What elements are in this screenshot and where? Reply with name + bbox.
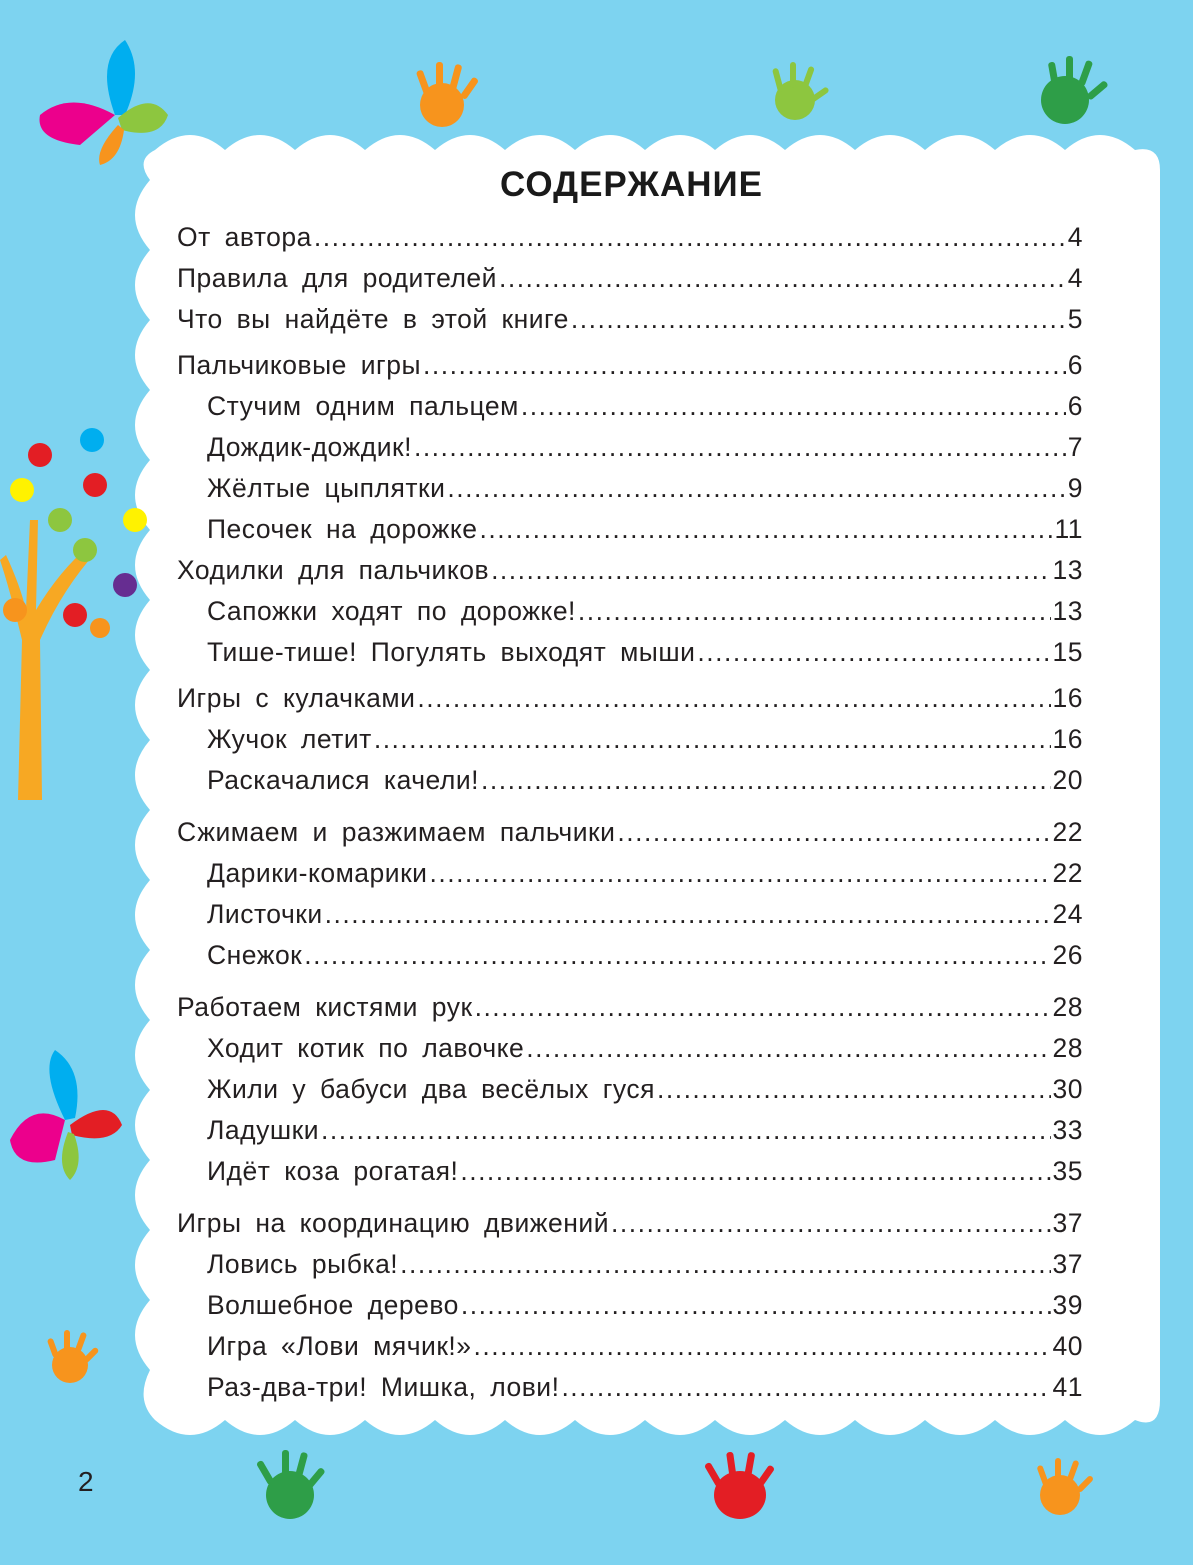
toc-entry-page: 30 [1052, 1074, 1083, 1104]
toc-entry-page: 20 [1052, 765, 1083, 795]
toc-entry-page: 11 [1054, 514, 1083, 544]
toc-entry-page: 16 [1052, 683, 1083, 713]
toc-entry-page: 15 [1052, 637, 1083, 667]
toc-dot-leader [561, 1372, 1050, 1403]
toc-entry-title: Жили у бабуси два весёлых гуся [207, 1074, 655, 1104]
toc-dot-leader [460, 1156, 1050, 1187]
toc-entry-page: 26 [1052, 940, 1083, 970]
toc-entry [177, 683, 1083, 724]
toc-dot-leader [481, 765, 1051, 796]
toc-dot-leader [374, 724, 1051, 755]
toc-entry-page: 16 [1052, 724, 1083, 754]
toc-entry-title: От автора [177, 222, 312, 252]
table-of-contents [177, 222, 1083, 1413]
toc-entry [177, 263, 1083, 304]
toc-dot-leader [474, 1331, 1051, 1362]
toc-entry-title: Ходит котик по лавочке [207, 1033, 525, 1063]
toc-dot-leader [414, 432, 1066, 463]
toc-entry [177, 765, 1083, 806]
toc-entry [177, 473, 1083, 514]
toc-entry-title: Жёлтые цыплятки [207, 473, 446, 503]
toc-dot-leader [400, 1249, 1050, 1280]
toc-entry [177, 304, 1083, 345]
toc-entry-title: Работаем кистями рук [177, 992, 473, 1022]
toc-entry [177, 1208, 1083, 1249]
toc-entry [177, 1115, 1083, 1156]
toc-entry-title: Ловись рыбка! [207, 1249, 399, 1279]
toc-entry-page: 35 [1052, 1156, 1083, 1186]
toc-entry-page: 24 [1052, 899, 1083, 929]
toc-entry [177, 1249, 1083, 1290]
toc-entry-page: 22 [1052, 858, 1083, 888]
toc-dot-leader [571, 304, 1066, 335]
toc-entry-page: 4 [1067, 263, 1083, 293]
toc-entry-title: Сжимаем и разжимаем пальчики [177, 817, 616, 847]
toc-entry-title: Игра «Лови мячик!» [207, 1331, 472, 1361]
toc-entry [177, 817, 1083, 858]
toc-entry [177, 555, 1083, 596]
toc-entry [177, 1331, 1083, 1372]
toc-entry-page: 13 [1052, 596, 1083, 626]
toc-entry-page: 6 [1067, 391, 1083, 421]
toc-entry [177, 391, 1083, 432]
toc-entry-page: 13 [1052, 555, 1083, 585]
toc-entry-title: Сапожки ходят по дорожке! [207, 596, 576, 626]
toc-entry [177, 940, 1083, 981]
toc-entry [177, 1074, 1083, 1115]
toc-entry-title: Раз-два-три! Мишка, лови! [207, 1372, 560, 1402]
toc-entry-title: Игры с кулачками [177, 683, 416, 713]
toc-dot-leader [417, 683, 1050, 714]
toc-entry-title: Снежок [207, 940, 303, 970]
toc-dot-leader [475, 992, 1051, 1023]
toc-entry-page: 5 [1067, 304, 1083, 334]
toc-dot-leader [321, 1115, 1051, 1146]
toc-entry-page: 39 [1052, 1290, 1083, 1320]
page-title: СОДЕРЖАНИЕ [499, 165, 763, 204]
toc-dot-leader [499, 263, 1066, 294]
toc-entry-page: 37 [1052, 1249, 1083, 1279]
toc-entry-title: Песочек на дорожке [207, 514, 478, 544]
toc-entry-page: 6 [1067, 350, 1083, 380]
toc-dot-leader [697, 637, 1050, 668]
toc-entry [177, 350, 1083, 391]
toc-entry [177, 637, 1083, 678]
toc-entry-page: 28 [1052, 992, 1083, 1022]
toc-entry-page: 22 [1052, 817, 1083, 847]
toc-dot-leader [461, 1290, 1051, 1321]
toc-entry [177, 1156, 1083, 1197]
toc-entry [177, 1290, 1083, 1331]
toc-entry-title: Пальчиковые игры [177, 350, 421, 380]
toc-dot-leader [429, 858, 1050, 889]
toc-entry-title: Волшебное дерево [207, 1290, 459, 1320]
toc-entry-page: 37 [1052, 1208, 1083, 1238]
toc-entry [177, 596, 1083, 637]
toc-entry-title: Что вы найдёте в этой книге [177, 304, 569, 334]
toc-entry-title: Правила для родителей [177, 263, 497, 293]
toc-entry-title: Дождик-дождик! [207, 432, 412, 462]
toc-entry-title: Дарики-комарики [207, 858, 428, 888]
toc-entry-page: 4 [1067, 222, 1083, 252]
toc-dot-leader [526, 1033, 1050, 1064]
toc-dot-leader [325, 899, 1051, 930]
toc-entry-title: Раскачалися качели! [207, 765, 480, 795]
toc-entry [177, 858, 1083, 899]
toc-dot-leader [447, 473, 1065, 504]
toc-entry [177, 514, 1083, 550]
toc-entry-page: 9 [1067, 473, 1083, 503]
toc-dot-leader [521, 391, 1066, 422]
toc-entry-title: Игры на координацию движений [177, 1208, 609, 1238]
toc-entry [177, 724, 1083, 765]
toc-entry [177, 1033, 1083, 1074]
toc-entry [177, 432, 1083, 473]
toc-entry-title: Тише-тише! Погулять выходят мыши [207, 637, 696, 667]
toc-entry-title: Жучок летит [207, 724, 372, 754]
toc-dot-leader [304, 940, 1050, 971]
page-number: 2 [78, 1466, 94, 1497]
toc-dot-leader [423, 350, 1066, 381]
toc-entry-page: 33 [1052, 1115, 1083, 1145]
toc-entry-page: 41 [1052, 1372, 1083, 1402]
toc-entry [177, 222, 1083, 263]
toc-entry [177, 1372, 1083, 1413]
toc-entry-page: 28 [1052, 1033, 1083, 1063]
toc-entry-page: 40 [1052, 1331, 1083, 1361]
toc-dot-leader [617, 817, 1050, 848]
toc-entry-title: Идёт коза рогатая! [207, 1156, 459, 1186]
toc-entry [177, 992, 1083, 1033]
toc-entry-title: Ладушки [207, 1115, 319, 1145]
toc-dot-leader [578, 596, 1051, 627]
toc-entry [177, 899, 1083, 940]
toc-dot-leader [611, 1208, 1051, 1239]
toc-entry-title: Листочки [207, 899, 323, 929]
toc-entry-page: 7 [1067, 432, 1083, 462]
toc-dot-leader [479, 514, 1052, 545]
toc-entry-title: Ходилки для пальчиков [177, 555, 490, 585]
toc-dot-leader [657, 1074, 1051, 1105]
toc-dot-leader [314, 222, 1066, 253]
toc-entry-title: Стучим одним пальцем [207, 391, 519, 421]
toc-dot-leader [491, 555, 1050, 586]
